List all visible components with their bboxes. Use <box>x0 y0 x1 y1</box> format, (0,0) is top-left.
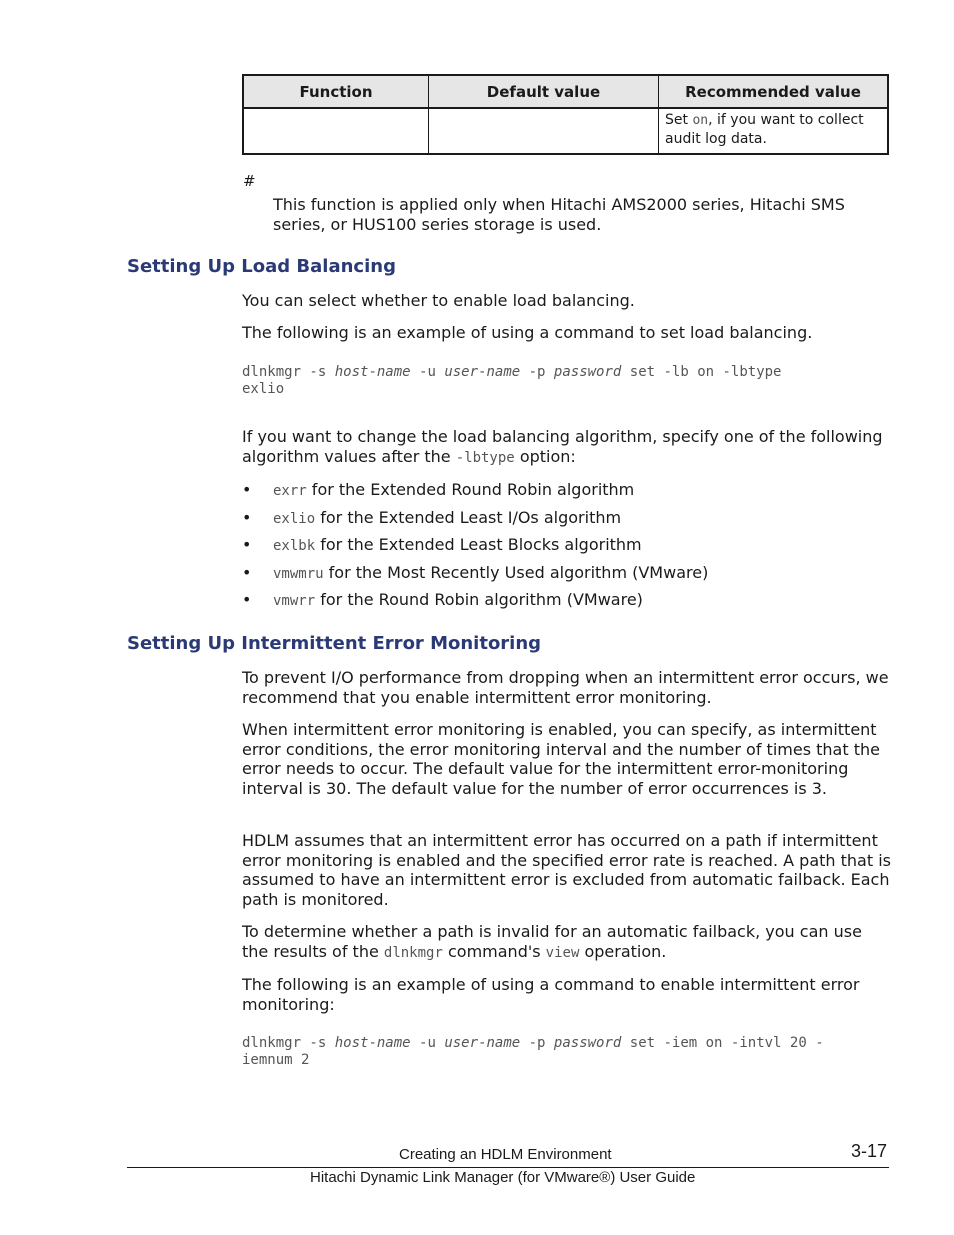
list-item <box>242 508 892 536</box>
cmd-part: set -lb on -lbtype <box>621 364 782 380</box>
note-text: This function is applied only when Hitachi AMS2000 series, Hitachi SMS series, or HUS100 series storage is used. <box>273 195 845 234</box>
bullet-icon: • <box>242 590 252 610</box>
bullet-icon: • <box>242 562 252 582</box>
note-marker: # <box>243 172 256 190</box>
bullet-icon: • <box>242 480 252 499</box>
algorithm-code: vmwrr <box>273 593 316 610</box>
list-item <box>242 590 892 618</box>
cell-default-value <box>429 108 659 154</box>
cmd-part: - <box>478 364 487 380</box>
settings-table <box>242 74 889 155</box>
iem-paragraph-4 <box>242 922 892 963</box>
lb-paragraph-1: You can select whether to enable load balancing. <box>242 291 635 310</box>
view-code: view <box>545 944 580 961</box>
cmd-name: name <box>486 364 521 380</box>
algorithm-list <box>242 480 892 618</box>
list-item <box>242 563 892 591</box>
rec-suffix: , if you want to collect audit log data. <box>665 112 864 147</box>
cmd-part: dlnkmgr -s <box>242 1035 335 1051</box>
cmd-name: name <box>376 1035 411 1051</box>
dlnkmgr-code: dlnkmgr <box>383 944 443 961</box>
cmd-part: exlio <box>242 381 285 397</box>
lb-p3-suffix: option: <box>514 446 576 466</box>
cmd-name: name <box>376 364 411 380</box>
cmd-host: host <box>334 364 369 380</box>
table-header-row <box>243 75 888 108</box>
rec-code: on <box>692 113 709 128</box>
iem-p4-b: command's <box>442 941 546 961</box>
list-item <box>242 480 892 508</box>
cmd-part: -u <box>410 1035 445 1051</box>
lb-paragraph-3 <box>242 427 892 468</box>
cmd-part: dlnkmgr -s <box>242 364 335 380</box>
cmd-part: - <box>368 1035 377 1051</box>
iem-p4-c: operation. <box>579 941 667 961</box>
footer-guide-title: Hitachi Dynamic Link Manager (for VMware®) User Guide <box>310 1169 696 1186</box>
iem-command-example <box>242 1035 824 1069</box>
footer-chapter: Creating an HDLM Environment <box>399 1146 612 1163</box>
cmd-host: host <box>334 1035 369 1051</box>
bullet-icon: • <box>242 507 252 527</box>
footer-divider <box>127 1167 889 1168</box>
cmd-part: -p <box>520 1035 554 1051</box>
iem-p4-a: To determine whether a path is invalid for an automatic failback, you can use the results of the <box>242 922 862 961</box>
iem-paragraph-5: The following is an example of using a command to enable intermittent error monitoring: <box>242 975 860 1014</box>
table-row <box>243 108 888 154</box>
cell-function <box>243 108 429 154</box>
rec-prefix: Set <box>665 112 693 128</box>
lb-p3-prefix: If you want to change the load balancing algorithm, specify one of the following algorithm values after the <box>242 427 883 466</box>
col-header-default-value: Default value <box>429 75 659 108</box>
algorithm-code: exrr <box>273 483 307 499</box>
algorithm-code: vmwmru <box>273 565 324 582</box>
iem-paragraph-2: When intermittent error monitoring is enabled, you can specify, as intermittent error conditions, the error monitoring interval and the number of times that the error needs to occur. The default value for the intermittent error-monitoring interval is 30. The default value for the number of error occurrences is 3. <box>242 720 880 798</box>
algorithm-code: exlio <box>273 510 316 527</box>
algorithm-desc: for the Round Robin algorithm (VMware) <box>315 590 643 610</box>
lbtype-code: -lbtype <box>455 449 515 466</box>
algorithm-desc: for the Extended Least I/Os algorithm <box>315 507 622 527</box>
cmd-password: password <box>553 1035 622 1051</box>
cmd-part: -u <box>410 364 445 380</box>
cmd-user: user <box>444 1035 479 1051</box>
cmd-name: name <box>486 1035 521 1051</box>
algorithm-desc: for the Most Recently Used algorithm (VMware) <box>323 562 709 582</box>
cmd-part: set -iem on -intvl 20 - <box>621 1035 824 1051</box>
lb-paragraph-2: The following is an example of using a command to set load balancing. <box>242 323 813 342</box>
cmd-part: iemnum 2 <box>242 1052 310 1068</box>
col-header-recommended-value: Recommended value <box>659 75 889 108</box>
section-heading-intermittent-error-monitoring: Setting Up Intermittent Error Monitoring <box>127 633 542 654</box>
algorithm-desc: for the Extended Round Robin algorithm <box>306 480 635 499</box>
iem-paragraph-1: To prevent I/O performance from dropping when an intermittent error occurs, we recommend that you enable intermittent error monitoring. <box>242 668 889 707</box>
bullet-icon: • <box>242 535 252 555</box>
cmd-part: -p <box>520 364 554 380</box>
iem-paragraph-3: HDLM assumes that an intermittent error has occurred on a path if intermittent error monitoring is enabled and the specified error rate is reached. A path that is assumed to have an intermittent error is excluded from automatic failback. Each path is monitored. <box>242 831 891 909</box>
algorithm-code: exlbk <box>273 538 316 555</box>
cell-recommended-value <box>659 108 889 154</box>
cmd-user: user <box>444 364 479 380</box>
section-heading-load-balancing: Setting Up Load Balancing <box>127 256 396 277</box>
col-header-function: Function <box>243 75 429 108</box>
cmd-part: - <box>368 364 377 380</box>
cmd-password: password <box>553 364 622 380</box>
page-number: 3-17 <box>851 1141 888 1161</box>
cmd-part: - <box>478 1035 487 1051</box>
list-item <box>242 535 892 563</box>
lb-command-example <box>242 364 782 398</box>
algorithm-desc: for the Extended Least Blocks algorithm <box>315 535 642 555</box>
